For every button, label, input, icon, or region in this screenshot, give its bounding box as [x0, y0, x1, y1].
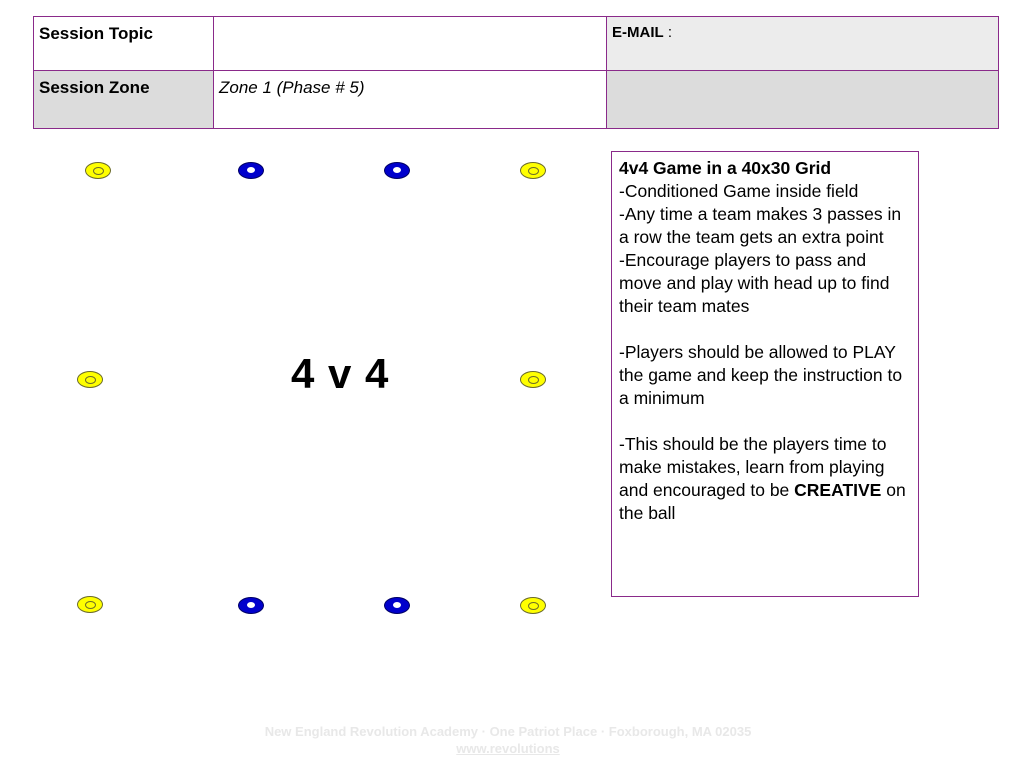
blue-cone: [238, 597, 264, 614]
blue-cone: [238, 162, 264, 179]
empty-grey-cell: [607, 71, 998, 128]
yellow-cone: [77, 596, 103, 613]
notes-line: -Conditioned Game inside field: [619, 181, 859, 201]
session-notes-box: [611, 151, 919, 597]
session-zone-label: Session Zone: [34, 71, 214, 128]
notes-line: -Encourage players to pass and move and play with head up to find their team mates: [619, 250, 890, 316]
blue-cone: [384, 162, 410, 179]
email-label: E-MAIL: [612, 24, 664, 41]
notes-text: -This should be the players time to make mistakes, learn from playing and encouraged to be: [619, 434, 887, 500]
session-header-table: [33, 16, 999, 129]
yellow-cone: [77, 371, 103, 388]
session-zone-value[interactable]: Zone 1 (Phase # 5): [214, 71, 607, 128]
notes-line: -Players should be allowed to PLAY the game and keep the instruction to a minimum: [619, 342, 903, 408]
notes-line: -Any time a team makes 3 passes in a row the team gets an extra point: [619, 204, 902, 247]
notes-spacer: [619, 410, 911, 433]
yellow-cone: [520, 371, 546, 388]
yellow-cone: [85, 162, 111, 179]
yellow-cone: [520, 162, 546, 179]
blue-cone: [384, 597, 410, 614]
footer-link[interactable]: www.revolutions: [456, 741, 560, 756]
notes-text: on the ball: [619, 480, 906, 523]
session-topic-label: Session Topic: [34, 17, 214, 71]
footer-address: New England Revolution Academy · One Patriot Place · Foxborough, MA 02035: [264, 724, 752, 739]
email-cell[interactable]: [607, 17, 998, 71]
notes-emphasis: CREATIVE: [794, 480, 882, 500]
notes-title: 4v4 Game in a 40x30 Grid: [619, 158, 832, 178]
yellow-cone: [520, 597, 546, 614]
footer: [200, 723, 816, 757]
email-separator: :: [663, 24, 673, 41]
game-format-title: 4 v 4: [291, 350, 390, 397]
notes-spacer: [619, 318, 911, 341]
session-topic-value[interactable]: [214, 17, 607, 71]
notes-line: [619, 433, 911, 525]
